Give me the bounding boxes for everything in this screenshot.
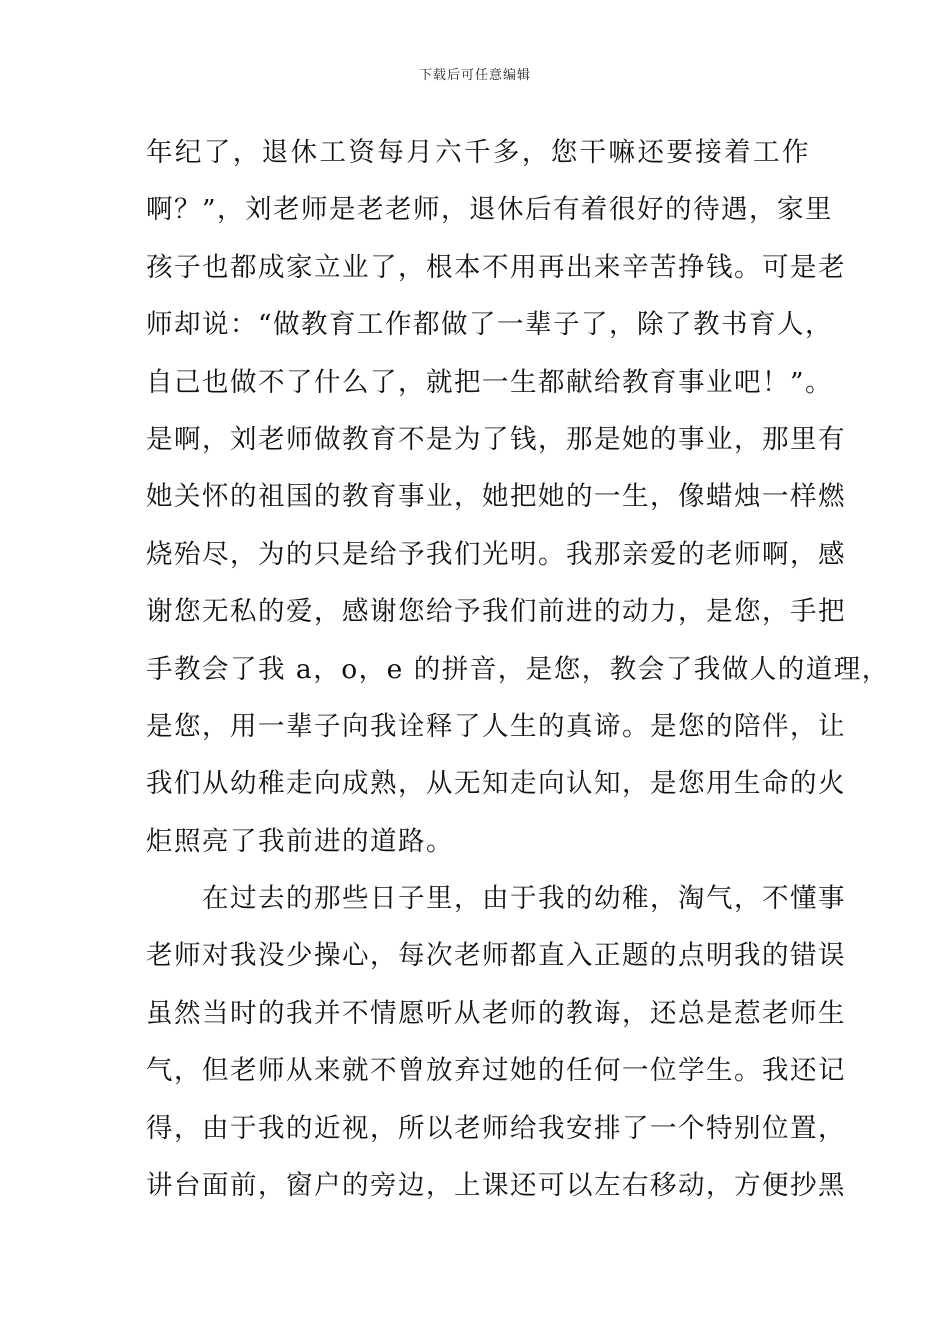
text-line: 是您，用一辈子向我诠释了人生的真谛。是您的陪伴，让 bbox=[146, 710, 846, 742]
text-line: 手教会了我 a，o，e 的拼音，是您，教会了我做人的道理， bbox=[146, 653, 890, 685]
text-line: 得，由于我的近视，所以老师给我安排了一个特别位置， bbox=[146, 1112, 846, 1144]
text-line: 讲台面前，窗户的旁边，上课还可以左右移动，方便抄黑 bbox=[146, 1170, 846, 1202]
text-line: 年纪了，退休工资每月六千多，您干嘛还要接着工作 bbox=[146, 137, 810, 168]
text-line: 老师对我没少操心，每次老师都直入正题的点明我的错误 bbox=[146, 940, 846, 972]
text-line: 我们从幼稚走向成熟，从无知走向认知，是您用生命的火 bbox=[146, 768, 846, 800]
page-header: 下载后可任意编辑 bbox=[418, 68, 531, 83]
text-line: 是啊，刘老师做教育不是为了钱，那是她的事业，那里有 bbox=[146, 423, 846, 455]
text-line-paragraph-start: 在过去的那些日子里，由于我的幼稚，淘气，不懂事 bbox=[146, 883, 846, 915]
text-line: 虽然当时的我并不情愿听从老师的教诲，还总是惹老师生 bbox=[146, 997, 846, 1029]
text-line-paragraph-end: 炬照亮了我前进的道路。 bbox=[146, 825, 454, 857]
text-line: 她关怀的祖国的教育事业，她把她的一生，像蜡烛一样燃 bbox=[146, 481, 846, 513]
text-line: 自己也做不了什么了，就把一生都献给教育事业吧！”。 bbox=[146, 366, 834, 398]
text-line: 啊？”，刘老师是老老师，退休后有着很好的待遇，家里 bbox=[146, 194, 834, 226]
body-text bbox=[146, 124, 890, 1214]
text-line: 烧殆尽，为的只是给予我们光明。我那亲爱的老师啊，感 bbox=[146, 538, 846, 570]
text-line: 气，但老师从来就不曾放弃过她的任何一位学生。我还记 bbox=[146, 1055, 846, 1087]
text-line: 师却说：“做教育工作都做了一辈子了，除了教书育人， bbox=[146, 309, 834, 341]
text-line: 谢您无私的爱，感谢您给予我们前进的动力，是您，手把 bbox=[146, 596, 846, 628]
text-line: 孩子也都成家立业了，根本不用再出来辛苦挣钱。可是老 bbox=[146, 251, 846, 283]
